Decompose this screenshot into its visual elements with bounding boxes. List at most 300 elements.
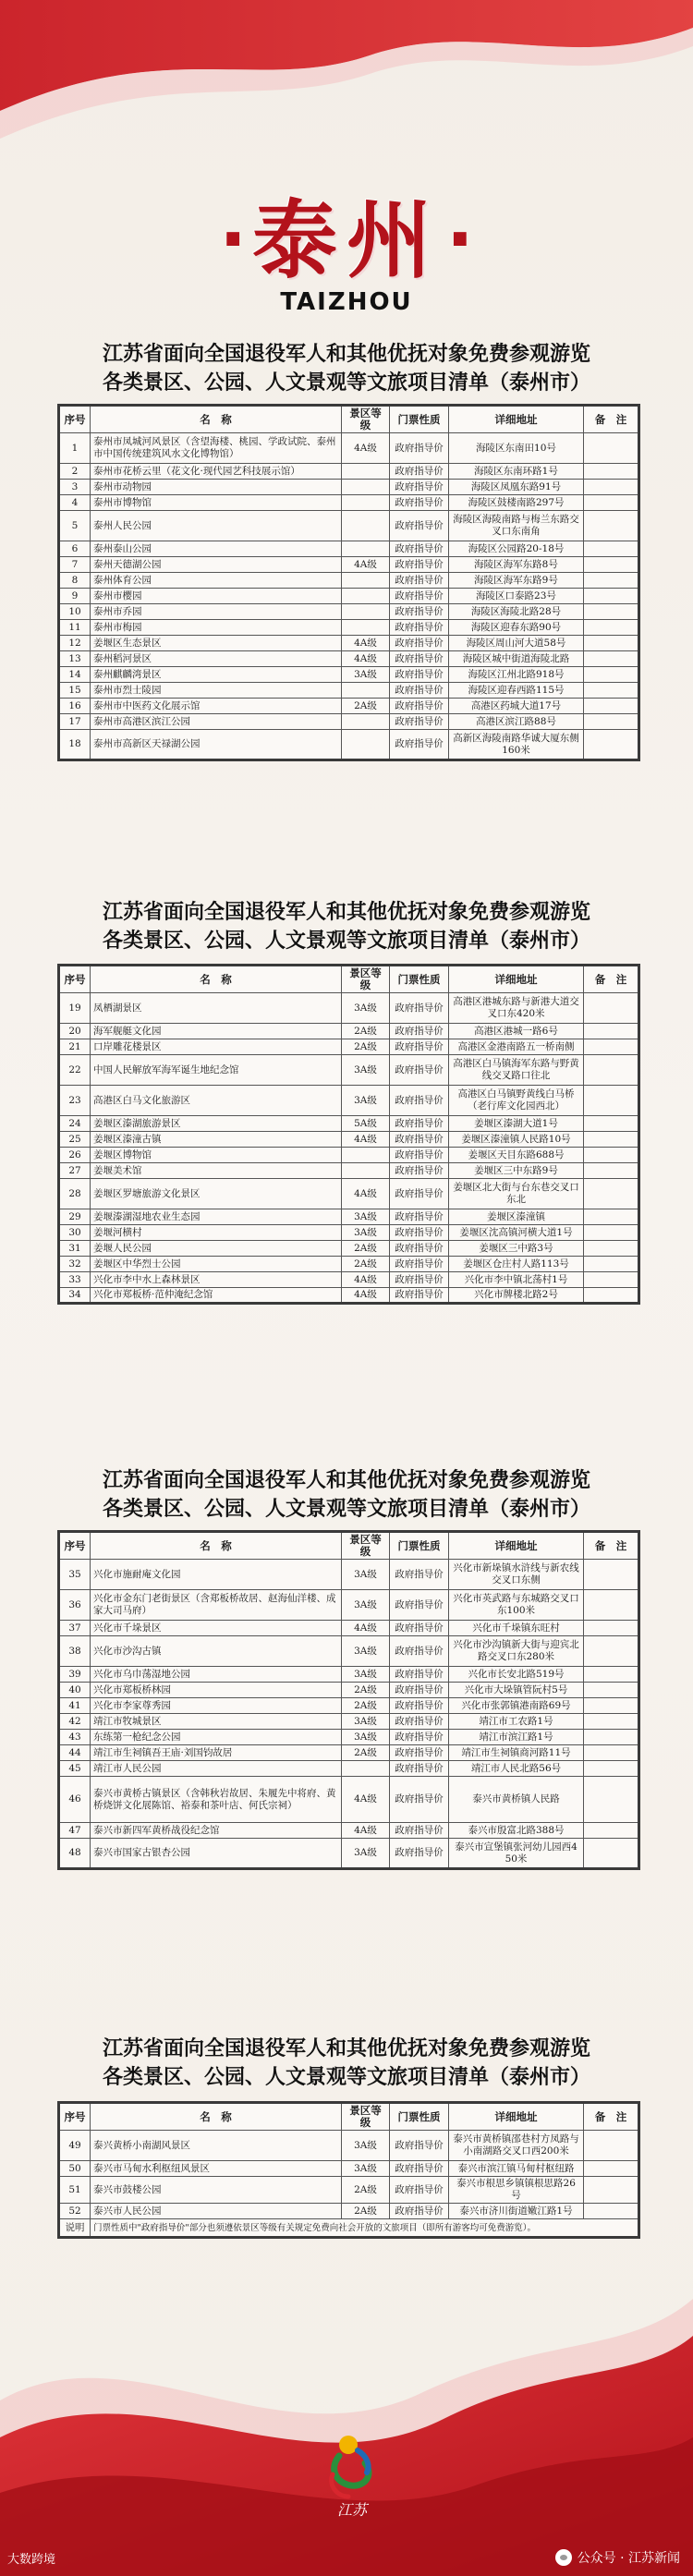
- row-nature: 政府指导价: [390, 730, 449, 760]
- row-note: [584, 1179, 639, 1209]
- row-address: 高港区滨江路88号: [449, 714, 584, 730]
- row-note: [584, 1039, 639, 1055]
- row-name: 姜堰河横村: [91, 1225, 342, 1241]
- row-note: [584, 730, 639, 760]
- table-row: [59, 1590, 639, 1621]
- row-name: 兴化市沙沟古镇: [91, 1636, 342, 1667]
- row-grade: [342, 1163, 390, 1179]
- row-nature: 政府指导价: [390, 1179, 449, 1209]
- row-grade: [342, 573, 390, 589]
- row-address: 海陵区城中街道海陵北路: [449, 651, 584, 667]
- table-row: [59, 1163, 639, 1179]
- panel-title-line2: 各类景区、公园、人文景观等文旅项目清单（泰州市）: [102, 929, 590, 953]
- table-row: [59, 1225, 639, 1241]
- row-nature: 政府指导价: [390, 1621, 449, 1636]
- column-header-seq: 序号: [59, 2103, 91, 2131]
- row-nature: 政府指导价: [390, 1163, 449, 1179]
- row-seq: 28: [59, 1179, 91, 1209]
- row-address: 姜堰区三中东路9号: [449, 1163, 584, 1179]
- row-grade: 4A级: [342, 433, 390, 464]
- row-nature: 政府指导价: [390, 1560, 449, 1590]
- row-address: 海陵区迎春西路115号: [449, 683, 584, 699]
- row-address: 海陵区周山河大道58号: [449, 636, 584, 651]
- row-address: 泰兴市济川街道嫩江路1号: [449, 2204, 584, 2219]
- row-nature: 政府指导价: [390, 2161, 449, 2177]
- row-name: 泰州体育公园: [91, 573, 342, 589]
- row-name: 中国人民解放军海军诞生地纪念馆: [91, 1055, 342, 1086]
- city-title: [0, 190, 693, 290]
- row-name: 姜堰美术馆: [91, 1163, 342, 1179]
- row-nature: 政府指导价: [390, 1590, 449, 1621]
- row-nature: 政府指导价: [390, 1132, 449, 1148]
- row-nature: 政府指导价: [390, 2131, 449, 2161]
- row-address: 高港区港城东路与新港大道交叉口东420米: [449, 993, 584, 1024]
- logo-text: 江苏: [337, 2501, 368, 2519]
- row-address: 兴化市千垛镇东旺村: [449, 1621, 584, 1636]
- row-address: 兴化市英武路与东城路交叉口东100米: [449, 1590, 584, 1621]
- row-seq: 51: [59, 2177, 91, 2204]
- row-name: 兴化市乌巾荡湿地公园: [91, 1667, 342, 1683]
- row-grade: 3A级: [342, 1560, 390, 1590]
- row-name: 凤栖湖景区: [91, 993, 342, 1024]
- row-seq: 52: [59, 2204, 91, 2219]
- row-note: [584, 620, 639, 636]
- table-row: [59, 1745, 639, 1761]
- row-name: 兴化市李家尊秀园: [91, 1698, 342, 1714]
- wechat-icon: [555, 2549, 572, 2566]
- row-seq: 50: [59, 2161, 91, 2177]
- row-name: 兴化市郑板桥林园: [91, 1683, 342, 1698]
- row-address: 高港区药城大道17号: [449, 699, 584, 714]
- panel-title-line1: 江苏省面向全国退役军人和其他优抚对象免费参观游览: [102, 1468, 590, 1492]
- row-nature: 政府指导价: [390, 1823, 449, 1839]
- row-nature: 政府指导价: [390, 667, 449, 683]
- row-note: [584, 1777, 639, 1823]
- row-note: [584, 1730, 639, 1745]
- row-grade: 3A级: [342, 2131, 390, 2161]
- row-address: 高港区白马镇海军东路与野黄线交叉路口往北: [449, 1055, 584, 1086]
- column-header-note: 备 注: [584, 2103, 639, 2131]
- row-note: [584, 541, 639, 557]
- row-grade: 3A级: [342, 1209, 390, 1225]
- row-note: [584, 651, 639, 667]
- row-seq: 1: [59, 433, 91, 464]
- row-note: [584, 1163, 639, 1179]
- row-note: [584, 2131, 639, 2161]
- list-table-1: [57, 404, 640, 761]
- row-address: 海陵区东南环路1号: [449, 464, 584, 480]
- row-address: 靖江市滨江路1号: [449, 1730, 584, 1745]
- row-name: 姜堰人民公园: [91, 1241, 342, 1257]
- table-row: [59, 1777, 639, 1823]
- column-header-name: 名 称: [91, 966, 342, 993]
- row-name: 口岸雕花楼景区: [91, 1039, 342, 1055]
- row-address: 海陵区口泰路23号: [449, 589, 584, 604]
- row-seq: 12: [59, 636, 91, 651]
- row-note: [584, 636, 639, 651]
- table-row: [59, 1761, 639, 1777]
- row-address: 海陵区海军东路8号: [449, 557, 584, 573]
- row-nature: 政府指导价: [390, 1667, 449, 1683]
- table-row: [59, 480, 639, 495]
- row-nature: 政府指导价: [390, 683, 449, 699]
- row-nature: 政府指导价: [390, 573, 449, 589]
- table-row: [59, 604, 639, 620]
- row-grade: 4A级: [342, 1288, 390, 1304]
- column-header-address: 详细地址: [449, 966, 584, 993]
- row-seq: 21: [59, 1039, 91, 1055]
- row-address: 高港区港城一路6号: [449, 1024, 584, 1039]
- row-address: 兴化市牌楼北路2号: [449, 1288, 584, 1304]
- row-name: 姜堰区罗塘旅游文化景区: [91, 1179, 342, 1209]
- row-note: [584, 495, 639, 511]
- watermark-right-text: 公众号 · 江苏新闻: [577, 2551, 680, 2566]
- row-seq: 14: [59, 667, 91, 683]
- row-address: 海陵区鼓楼南路297号: [449, 495, 584, 511]
- column-header-seq: 序号: [59, 966, 91, 993]
- row-grade: 3A级: [342, 667, 390, 683]
- row-grade: 3A级: [342, 1590, 390, 1621]
- column-header-seq: 序号: [59, 406, 91, 433]
- row-nature: 政府指导价: [390, 1714, 449, 1730]
- footnote-text: 门票性质中"政府指导价"部分也须遵依景区等级有关规定免费向社会开放的文旅项目（即所有游客均可免费游览）。: [91, 2219, 639, 2238]
- row-address: 海陵区凤凰东路91号: [449, 480, 584, 495]
- row-nature: 政府指导价: [390, 699, 449, 714]
- row-note: [584, 480, 639, 495]
- row-grade: [342, 620, 390, 636]
- row-nature: 政府指导价: [390, 636, 449, 651]
- row-name: 姜堰区博物馆: [91, 1148, 342, 1163]
- row-seq: 16: [59, 699, 91, 714]
- row-grade: 2A级: [342, 1257, 390, 1272]
- row-seq: 19: [59, 993, 91, 1024]
- row-address: 兴化市李中镇北荡村1号: [449, 1272, 584, 1288]
- row-note: [584, 1714, 639, 1730]
- row-seq: 18: [59, 730, 91, 760]
- table-row: [59, 1560, 639, 1590]
- table-row: [59, 2131, 639, 2161]
- row-grade: [342, 464, 390, 480]
- row-grade: 3A级: [342, 2161, 390, 2177]
- row-nature: 政府指导价: [390, 1257, 449, 1272]
- panel-title-line1: 江苏省面向全国退役军人和其他优抚对象免费参观游览: [102, 342, 590, 366]
- table-row: [59, 1257, 639, 1272]
- row-grade: 2A级: [342, 2204, 390, 2219]
- row-name: 泰州市花桥云里（花文化·现代园艺科技展示馆）: [91, 464, 342, 480]
- row-address: 泰兴市宣堡镇张河幼儿园西450米: [449, 1839, 584, 1869]
- table-row: [59, 1086, 639, 1116]
- row-seq: 37: [59, 1621, 91, 1636]
- column-header-note: 备 注: [584, 406, 639, 433]
- row-seq: 32: [59, 1257, 91, 1272]
- row-note: [584, 1257, 639, 1272]
- row-grade: 3A级: [342, 1225, 390, 1241]
- row-address: 姜堰区溱湖大道1号: [449, 1116, 584, 1132]
- row-seq: 8: [59, 573, 91, 589]
- row-grade: [342, 541, 390, 557]
- row-nature: 政府指导价: [390, 1745, 449, 1761]
- title-dot-left: ·: [219, 199, 247, 282]
- table-row: [59, 1730, 639, 1745]
- row-grade: 4A级: [342, 1179, 390, 1209]
- row-name: 泰州市梅园: [91, 620, 342, 636]
- row-grade: 2A级: [342, 1024, 390, 1039]
- row-name: 兴化市施耐庵文化园: [91, 1560, 342, 1590]
- row-seq: 2: [59, 464, 91, 480]
- panel-title-line2: 各类景区、公园、人文景观等文旅项目清单（泰州市）: [102, 371, 590, 395]
- panel-title-line2: 各类景区、公园、人文景观等文旅项目清单（泰州市）: [102, 2065, 590, 2089]
- row-seq: 41: [59, 1698, 91, 1714]
- row-name: 姜堰区溱潼古镇: [91, 1132, 342, 1148]
- panel-title-line2: 各类景区、公园、人文景观等文旅项目清单（泰州市）: [102, 1497, 590, 1521]
- row-address: 海陵区海陵北路28号: [449, 604, 584, 620]
- row-note: [584, 589, 639, 604]
- row-name: 姜堰区生态景区: [91, 636, 342, 651]
- row-note: [584, 1086, 639, 1116]
- row-nature: 政府指导价: [390, 464, 449, 480]
- column-header-grade: 景区等级: [342, 406, 390, 433]
- column-header-grade: 景区等级: [342, 2103, 390, 2131]
- row-name: 泰州市乔园: [91, 604, 342, 620]
- row-seq: 27: [59, 1163, 91, 1179]
- column-header-address: 详细地址: [449, 406, 584, 433]
- row-grade: [342, 730, 390, 760]
- row-nature: 政府指导价: [390, 480, 449, 495]
- row-note: [584, 993, 639, 1024]
- column-header-address: 详细地址: [449, 1532, 584, 1560]
- table-row: [59, 541, 639, 557]
- table-row: [59, 1621, 639, 1636]
- row-grade: 4A级: [342, 557, 390, 573]
- row-name: 泰州市高新区天禄湖公园: [91, 730, 342, 760]
- row-nature: 政府指导价: [390, 993, 449, 1024]
- row-address: 泰兴市殷富北路388号: [449, 1823, 584, 1839]
- table-row: [59, 1116, 639, 1132]
- row-note: [584, 2161, 639, 2177]
- row-address: 海陵区东南田10号: [449, 433, 584, 464]
- table-row: [59, 714, 639, 730]
- row-nature: 政府指导价: [390, 1636, 449, 1667]
- row-seq: 38: [59, 1636, 91, 1667]
- row-seq: 46: [59, 1777, 91, 1823]
- row-name: 兴化市千垛景区: [91, 1621, 342, 1636]
- row-grade: 3A级: [342, 1636, 390, 1667]
- row-address: 姜堰区溱潼镇人民路10号: [449, 1132, 584, 1148]
- row-nature: 政府指导价: [390, 1730, 449, 1745]
- row-nature: 政府指导价: [390, 1241, 449, 1257]
- panel-title-line1: 江苏省面向全国退役军人和其他优抚对象免费参观游览: [102, 900, 590, 924]
- row-address: 海陵区迎春东路90号: [449, 620, 584, 636]
- row-seq: 31: [59, 1241, 91, 1257]
- list-table-2: [57, 964, 640, 1305]
- row-nature: 政府指导价: [390, 2204, 449, 2219]
- watermark-left: [7, 2549, 55, 2567]
- watermark-left-text: 大数跨境: [7, 2553, 56, 2567]
- table-row: [59, 464, 639, 480]
- row-grade: 5A级: [342, 1116, 390, 1132]
- column-header-name: 名 称: [91, 406, 342, 433]
- row-seq: 4: [59, 495, 91, 511]
- table-row: [59, 573, 639, 589]
- row-seq: 10: [59, 604, 91, 620]
- row-grade: 2A级: [342, 2177, 390, 2204]
- row-name: 泰州稻河景区: [91, 651, 342, 667]
- table-row: [59, 1288, 639, 1304]
- row-grade: 4A级: [342, 1777, 390, 1823]
- row-note: [584, 683, 639, 699]
- table-row: [59, 1272, 639, 1288]
- table-row: [59, 1179, 639, 1209]
- row-address: 海陵区海军东路9号: [449, 573, 584, 589]
- row-nature: 政府指导价: [390, 433, 449, 464]
- row-name: 靖江市牧城景区: [91, 1714, 342, 1730]
- column-header-name: 名 称: [91, 1532, 342, 1560]
- row-note: [584, 1055, 639, 1086]
- row-nature: 政府指导价: [390, 1024, 449, 1039]
- row-name: 泰州市动物园: [91, 480, 342, 495]
- column-header-nature: 门票性质: [390, 966, 449, 993]
- row-seq: 13: [59, 651, 91, 667]
- row-address: 泰兴市滨江镇马甸村枢纽路: [449, 2161, 584, 2177]
- row-nature: 政府指导价: [390, 1148, 449, 1163]
- row-name: 泰州市中医药文化展示馆: [91, 699, 342, 714]
- row-seq: 17: [59, 714, 91, 730]
- row-seq: 20: [59, 1024, 91, 1039]
- row-note: [584, 573, 639, 589]
- row-seq: 39: [59, 1667, 91, 1683]
- title-dot-right: ·: [446, 199, 474, 282]
- row-note: [584, 1698, 639, 1714]
- row-note: [584, 1590, 639, 1621]
- table-row: [59, 1823, 639, 1839]
- row-note: [584, 1683, 639, 1698]
- row-nature: 政府指导价: [390, 2177, 449, 2204]
- table-row: [59, 1683, 639, 1698]
- row-note: [584, 433, 639, 464]
- row-nature: 政府指导价: [390, 1039, 449, 1055]
- table-row: [59, 1667, 639, 1683]
- row-grade: [342, 511, 390, 541]
- row-nature: 政府指导价: [390, 1272, 449, 1288]
- row-name: 靖江市人民公园: [91, 1761, 342, 1777]
- row-nature: 政府指导价: [390, 1761, 449, 1777]
- city-name-english: TAIZHOU: [280, 288, 413, 316]
- row-note: [584, 1621, 639, 1636]
- row-address: 兴化市新垛镇水浒线与新农线交叉口东侧: [449, 1560, 584, 1590]
- row-seq: 22: [59, 1055, 91, 1086]
- column-header-nature: 门票性质: [390, 406, 449, 433]
- row-note: [584, 1148, 639, 1163]
- row-seq: 24: [59, 1116, 91, 1132]
- row-note: [584, 1823, 639, 1839]
- row-nature: 政府指导价: [390, 1116, 449, 1132]
- row-nature: 政府指导价: [390, 1288, 449, 1304]
- row-note: [584, 1225, 639, 1241]
- row-name: 姜堰区中华烈士公园: [91, 1257, 342, 1272]
- row-grade: 2A级: [342, 1745, 390, 1761]
- table-row: [59, 1714, 639, 1730]
- row-grade: [342, 589, 390, 604]
- row-address: 姜堰区北大街与台东巷交叉口东北: [449, 1179, 584, 1209]
- row-grade: 3A级: [342, 1055, 390, 1086]
- table-row: [59, 993, 639, 1024]
- row-note: [584, 1241, 639, 1257]
- row-name: 泰兴市新四军黄桥战役纪念馆: [91, 1823, 342, 1839]
- row-address: 姜堰区沈高镇河横大道1号: [449, 1225, 584, 1241]
- row-address: 泰兴市黄桥镇人民路: [449, 1777, 584, 1823]
- row-name: 泰兴市国家古银杏公园: [91, 1839, 342, 1869]
- row-note: [584, 1116, 639, 1132]
- row-grade: [342, 683, 390, 699]
- row-note: [584, 699, 639, 714]
- row-grade: 4A级: [342, 636, 390, 651]
- row-seq: 33: [59, 1272, 91, 1288]
- row-seq: 48: [59, 1839, 91, 1869]
- jiangsu-logo-icon: [300, 2419, 402, 2521]
- top-wave-decoration: [0, 0, 693, 157]
- row-nature: 政府指导价: [390, 1698, 449, 1714]
- row-seq: 49: [59, 2131, 91, 2161]
- row-nature: 政府指导价: [390, 541, 449, 557]
- row-name: 泰州泰山公园: [91, 541, 342, 557]
- row-seq: 25: [59, 1132, 91, 1148]
- row-nature: 政府指导价: [390, 589, 449, 604]
- row-nature: 政府指导价: [390, 511, 449, 541]
- row-grade: 2A级: [342, 1683, 390, 1698]
- row-seq: 6: [59, 541, 91, 557]
- row-seq: 35: [59, 1560, 91, 1590]
- row-name: 泰兴市黄桥古镇景区（含韩秋岩故居、朱履先中将府、黄桥烧饼文化展陈馆、裕泰和茶叶店、何氏宗祠）: [91, 1777, 342, 1823]
- row-note: [584, 1761, 639, 1777]
- column-header-grade: 景区等级: [342, 966, 390, 993]
- row-grade: 3A级: [342, 1667, 390, 1683]
- row-seq: 9: [59, 589, 91, 604]
- row-note: [584, 1636, 639, 1667]
- row-name: 高港区白马文化旅游区: [91, 1086, 342, 1116]
- row-seq: 15: [59, 683, 91, 699]
- row-address: 海陵区江州北路918号: [449, 667, 584, 683]
- row-nature: 政府指导价: [390, 1209, 449, 1225]
- panel-title-line1: 江苏省面向全国退役军人和其他优抚对象免费参观游览: [102, 2036, 590, 2060]
- row-note: [584, 1839, 639, 1869]
- table-row: [59, 1839, 639, 1869]
- row-note: [584, 1560, 639, 1590]
- column-header-grade: 景区等级: [342, 1532, 390, 1560]
- row-name: 泰州市博物馆: [91, 495, 342, 511]
- row-name: 泰兴市鼓楼公园: [91, 2177, 342, 2204]
- row-name: 泰州市凤城河风景区（含望海楼、桃园、学政试院、泰州市中国传统建筑风水文化博物馆）: [91, 433, 342, 464]
- table-row: [59, 495, 639, 511]
- table-row: [59, 651, 639, 667]
- row-grade: [342, 495, 390, 511]
- column-header-seq: 序号: [59, 1532, 91, 1560]
- row-name: 兴化市郑板桥·范仲淹纪念馆: [91, 1288, 342, 1304]
- row-seq: 36: [59, 1590, 91, 1621]
- row-note: [584, 1024, 639, 1039]
- row-grade: 2A级: [342, 1039, 390, 1055]
- row-seq: 23: [59, 1086, 91, 1116]
- row-nature: 政府指导价: [390, 1055, 449, 1086]
- row-note: [584, 604, 639, 620]
- row-seq: 3: [59, 480, 91, 495]
- row-grade: 3A级: [342, 1730, 390, 1745]
- row-name: 泰兴市马甸水利枢纽风景区: [91, 2161, 342, 2177]
- row-seq: 42: [59, 1714, 91, 1730]
- row-name: 泰兴市人民公园: [91, 2204, 342, 2219]
- row-grade: 2A级: [342, 1698, 390, 1714]
- row-note: [584, 1272, 639, 1288]
- row-nature: 政府指导价: [390, 651, 449, 667]
